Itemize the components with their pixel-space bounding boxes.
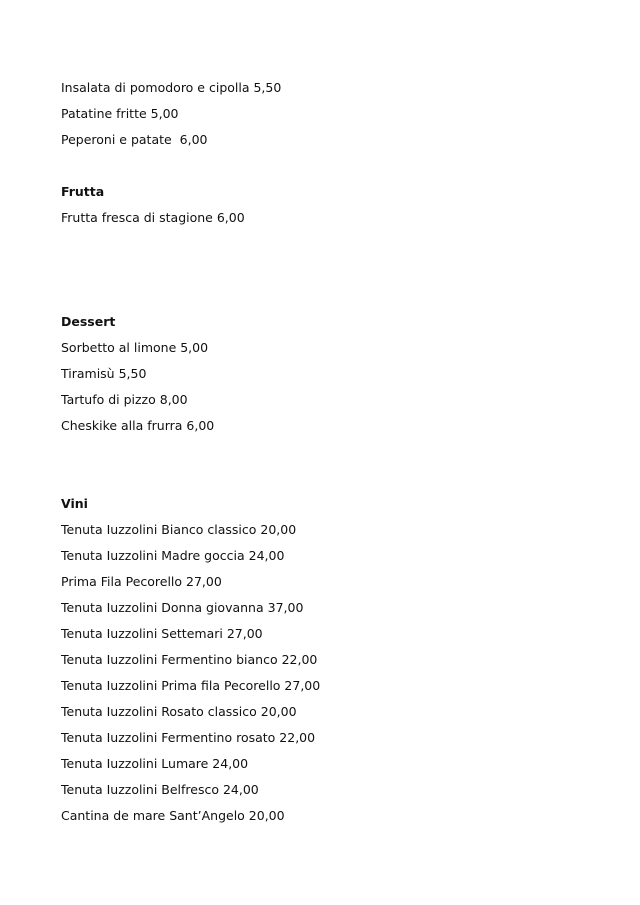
menu-item: Patatine fritte 5,00 bbox=[61, 106, 179, 121]
menu-item: Tiramisù 5,50 bbox=[61, 366, 147, 381]
menu-item: Tartufo di pizzo 8,00 bbox=[61, 392, 188, 407]
wine-item: Tenuta Iuzzolini Belfresco 24,00 bbox=[61, 782, 259, 797]
menu-item: Cheskike alla frurra 6,00 bbox=[61, 418, 215, 433]
section-heading-frutta: Frutta bbox=[61, 184, 105, 199]
wine-item: Tenuta Iuzzolini Lumare 24,00 bbox=[61, 756, 249, 771]
wine-item: Tenuta Iuzzolini Prima fila Pecorello 27,00 bbox=[61, 678, 321, 693]
section-spacer bbox=[61, 231, 621, 309]
section-heading-vini: Vini bbox=[61, 496, 88, 511]
wine-item: Tenuta Iuzzolini Rosato classico 20,00 bbox=[61, 704, 297, 719]
menu-item: Sorbetto al limone 5,00 bbox=[61, 340, 209, 355]
menu-item: Peperoni e patate 6,00 bbox=[61, 132, 208, 147]
menu-item: Frutta fresca di stagione 6,00 bbox=[61, 210, 245, 225]
wine-item: Tenuta Iuzzolini Fermentino rosato 22,00 bbox=[61, 730, 316, 745]
frutta-section bbox=[61, 179, 621, 231]
wine-item: Tenuta Iuzzolini Madre goccia 24,00 bbox=[61, 548, 285, 563]
section-heading-dessert: Dessert bbox=[61, 314, 116, 329]
vini-section bbox=[61, 491, 621, 829]
wine-item: Cantina de mare Sant’Angelo 20,00 bbox=[61, 808, 285, 823]
section-spacer bbox=[61, 153, 621, 179]
wine-item: Tenuta Iuzzolini Bianco classico 20,00 bbox=[61, 522, 297, 537]
wine-item: Tenuta Iuzzolini Settemari 27,00 bbox=[61, 626, 263, 641]
wine-item: Prima Fila Pecorello 27,00 bbox=[61, 574, 222, 589]
wine-item: Tenuta Iuzzolini Donna giovanna 37,00 bbox=[61, 600, 304, 615]
dessert-section bbox=[61, 309, 621, 439]
contorni-section bbox=[61, 75, 621, 153]
section-spacer bbox=[61, 439, 621, 491]
wine-item: Tenuta Iuzzolini Fermentino bianco 22,00 bbox=[61, 652, 318, 667]
menu-page bbox=[61, 75, 621, 829]
menu-item: Insalata di pomodoro e cipolla 5,50 bbox=[61, 80, 282, 95]
